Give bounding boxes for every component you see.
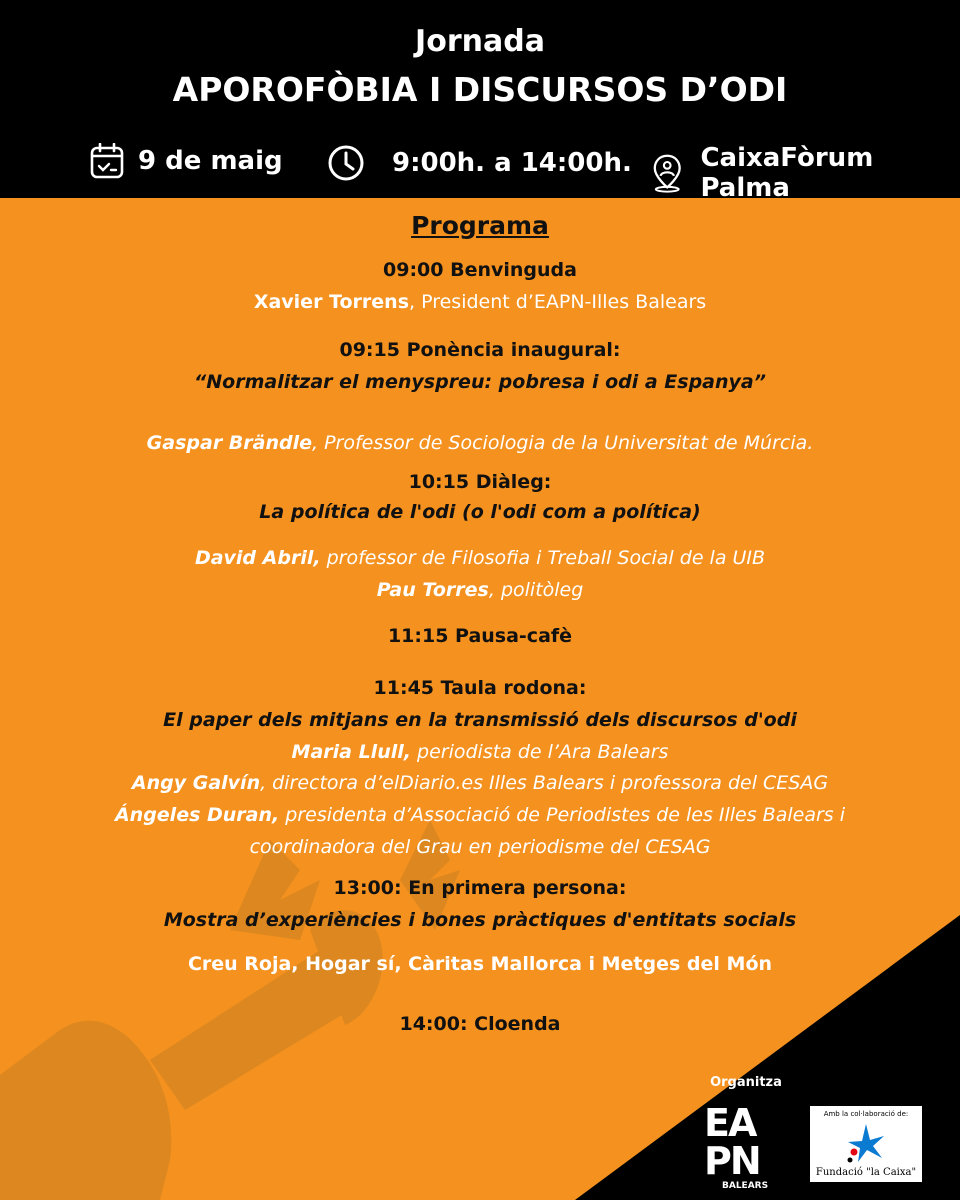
event-time — [326, 143, 632, 183]
event-location — [650, 143, 960, 203]
session-keynote-speaker — [0, 431, 960, 455]
speaker-role: , directora d’elDiario.es Illes Balears i professora del CESAG — [260, 772, 829, 794]
event-date-text: 9 de maig — [138, 146, 283, 176]
session-roundtable-speaker-2 — [0, 771, 960, 795]
speaker-name: David Abril, — [194, 547, 321, 569]
session-firstperson-entities: Creu Roja, Hogar sí, Càritas Mallorca i Metges del Món — [187, 953, 773, 975]
session-dialogue-talk: La política de l'odi (o l'odi com a política) — [259, 501, 701, 523]
session-welcome-title: 09:00 Benvinguda — [383, 259, 577, 281]
speaker-role: , Professor de Sociologia de la Universitat de Múrcia. — [312, 432, 814, 454]
session-firstperson-talk: Mostra d’experiències i bones pràctiques d'entitats socials — [163, 909, 797, 931]
speaker-name: Maria Llull, — [291, 741, 411, 763]
eapn-logo-letters-2: PN — [704, 1139, 760, 1183]
event-date — [90, 143, 283, 179]
eapn-logo — [700, 1100, 778, 1190]
collab-label: Amb la col·laboració de: — [823, 1110, 909, 1118]
speaker-role: , President d’EAPN-Illes Balears — [409, 291, 707, 313]
header-bar — [0, 0, 960, 203]
speaker-name: Pau Torres — [376, 579, 489, 601]
event-time-text: 9:00h. a 14:00h. — [392, 148, 632, 178]
location-pin-icon — [650, 152, 684, 194]
session-dialogue-title: 10:15 Diàleg: — [408, 471, 552, 493]
speaker-name: Ángeles Duran, — [114, 804, 280, 826]
session-keynote-title: 09:15 Ponència inaugural: — [339, 339, 621, 361]
session-dialogue-speaker-1 — [0, 546, 960, 570]
session-roundtable-speaker-1 — [0, 740, 960, 764]
session-closing-title: 14:00: Cloenda — [399, 1013, 561, 1035]
session-roundtable-title: 11:45 Taula rodona: — [373, 677, 587, 699]
session-firstperson-title: 13:00: En primera persona: — [333, 877, 627, 899]
event-type: Jornada — [415, 24, 545, 59]
speaker-role: presidenta d’Associació de Periodistes de les Illes Balears i — [279, 804, 846, 826]
session-keynote-talk: “Normalitzar el menyspreu: pobresa i odi a Espanya” — [194, 371, 766, 393]
eapn-logo-sub: BALEARS — [722, 1181, 769, 1190]
session-break-title: 11:15 Pausa-cafè — [387, 625, 573, 647]
lacaixa-logo — [810, 1106, 922, 1182]
speaker-role: periodista de l’Ara Balears — [410, 741, 669, 763]
session-roundtable-speaker-3 — [0, 803, 960, 827]
event-location-text: CaixaFòrum Palma — [700, 143, 874, 203]
speaker-name: Xavier Torrens — [253, 291, 410, 313]
clock-icon — [326, 143, 366, 183]
session-roundtable-talk: El paper dels mitjans en la transmissió dels discursos d'odi — [163, 709, 797, 731]
speaker-role: professor de Filosofia i Treball Social de la UIB — [320, 547, 766, 569]
event-title: APOROFÒBIA I DISCURSOS D’ODI — [172, 70, 788, 109]
organizer-label: Organitza — [710, 1075, 782, 1090]
calendar-icon — [90, 143, 124, 179]
collab-name: Fundació "la Caixa" — [815, 1167, 917, 1178]
session-welcome-speaker — [0, 290, 960, 314]
speaker-role: , politòleg — [488, 579, 584, 601]
speaker-name: Gaspar Brändle — [146, 432, 313, 454]
speaker-name: Angy Galvín — [131, 772, 261, 794]
eapn-logo-letters: EA — [704, 1101, 756, 1145]
program-title: Programa — [411, 211, 549, 240]
session-dialogue-speaker-2 — [0, 578, 960, 602]
session-roundtable-speaker-3-role-cont: coordinadora del Grau en periodisme del CESAG — [249, 836, 711, 858]
